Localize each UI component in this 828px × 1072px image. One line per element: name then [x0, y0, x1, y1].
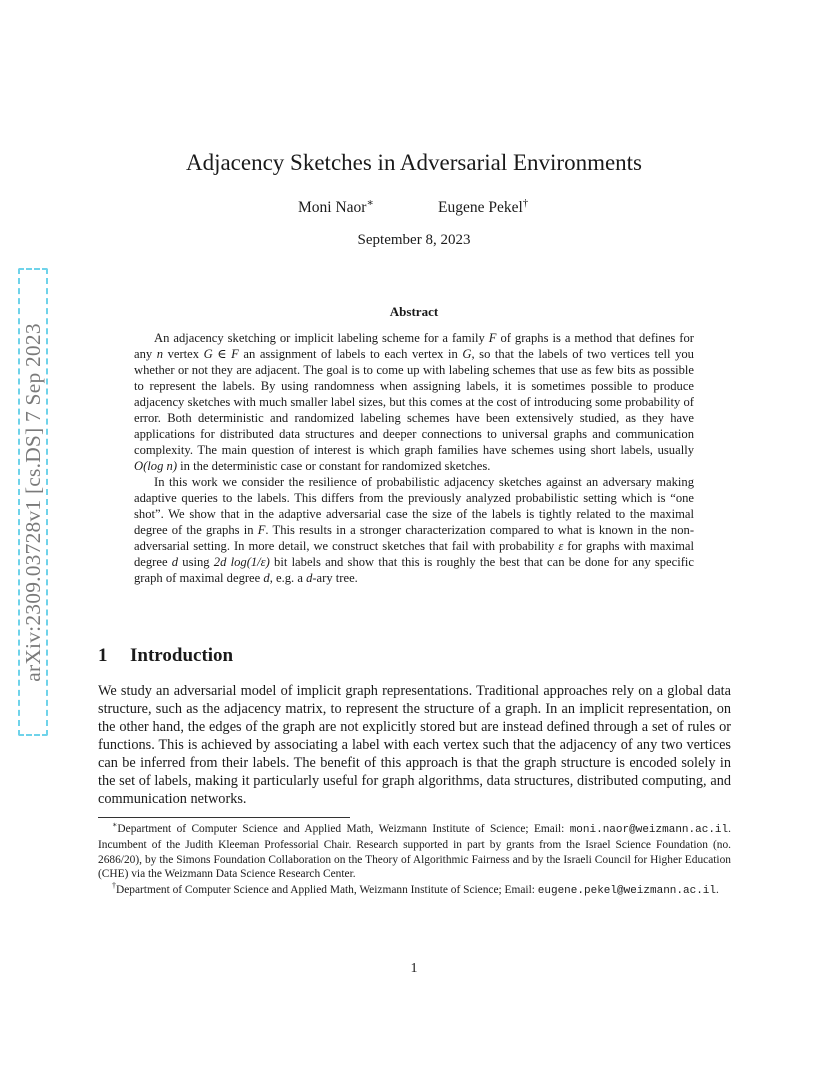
email-link[interactable]: eugene.pekel@weizmann.ac.il — [537, 885, 717, 898]
abstract-paragraph-1: An adjacency sketching or implicit labeling scheme for a family F of graphs is a method that defines for any n vertex G ∈ F an assignment of labels to each vertex in G, so that the labels of two vertices tell you whether or not they are adjacent. The goal is to come up with labeling schemes that use as few bits as possible to represent the labels. By using randomness when assigning labels, it is sometimes possible to produce adjacency sketches with much smaller label sizes, but this comes at the cost of introducing some probability of error. Both deterministic and randomized labeling schemes have been extensively studied, as they have applications for distributed data structures and deeper connections to universal graphs and communication complexity. The main question of interest is which graph families have schemes using short labels, usually O(log n) in the deterministic case or constant for randomized sketches. — [134, 331, 694, 473]
footnote-divider — [98, 817, 350, 818]
arxiv-sidebar-stamp — [18, 268, 48, 736]
abstract-body — [134, 330, 694, 586]
author-1 — [298, 196, 374, 217]
abstract-paragraph-2: In this work we consider the resilience of probabilistic adjacency sketches against an adversary making adaptive queries to the labels. This differs from the previously analyzed probabilistic setting which is “one shot”. We show that in the adaptive adversarial case the size of the labels is tightly related to the maximal degree of the graphs in F. This results in a stronger characterization compared to what is known in the non-adversarial setting. In more detail, we construct sketches that fail with probability ε for graphs with maximal degree d using 2d log(1/ε) bit labels and show that this is roughly the best that can be done for any specific graph of maximal degree d, e.g. a d-ary tree. — [134, 475, 695, 585]
abstract-heading: Abstract — [389, 304, 439, 319]
section-heading — [98, 645, 233, 667]
arxiv-id: arXiv:2309.03728v1 [cs.DS] 7 Sep 2023 — [20, 322, 45, 682]
author-name: Moni Naor — [298, 199, 367, 216]
email-link[interactable]: moni.naor@weizmann.ac.il — [569, 824, 729, 836]
footnote-1: ∗Department of Computer Science and Applied Math, Weizmann Institute of Science; Email: moni.naor@weizmann.ac.il. Incumbent of the Judith Kleeman Professorial Chair. Research supported in part by grants from the Israel Science Foundation (no. 2686/20), by the Simons Foundation Collaboration on the Theory of Algorithmic Fairness and by the Israeli Council for Higher Education (CHE) via the Weizmann Data Science Research Center. — [98, 820, 731, 881]
author-2 — [438, 196, 529, 217]
footnotes — [98, 822, 731, 900]
author-footnote-mark[interactable]: ∗ — [366, 196, 374, 209]
page-number: 1 — [410, 961, 418, 976]
introduction-text — [98, 682, 731, 808]
author-footnote-mark[interactable]: † — [522, 196, 529, 209]
footnote-2: †Department of Computer Science and Applied Math, Weizmann Institute of Science; Email: eugene.pekel@weizmann.ac.il. — [112, 881, 719, 898]
section-title: Introduction — [130, 645, 234, 666]
intro-paragraph: We study an adversarial model of implicit graph representations. Traditional approaches rely on a global data structure, such as the adjacency matrix, to represent the structure of a graph. In an implicit representation, on the other hand, the edges of the graph are not explicitly stored but are instead defined through a set of rules or functions. This is achieved by associating a label with each vertex such that the adjacency of any two vertices can be inferred from their labels. The benefit of this approach is that the graph structure is encoded solely in the set of labels, making it particularly useful for graph algorithms, data structures, distributed computing, and communication networks. — [98, 683, 731, 807]
paper-title: Adjacency Sketches in Adversarial Environments — [185, 150, 643, 175]
section-number: 1 — [98, 645, 108, 666]
author-name: Eugene Pekel — [438, 199, 523, 216]
paper-date: September 8, 2023 — [357, 232, 471, 248]
